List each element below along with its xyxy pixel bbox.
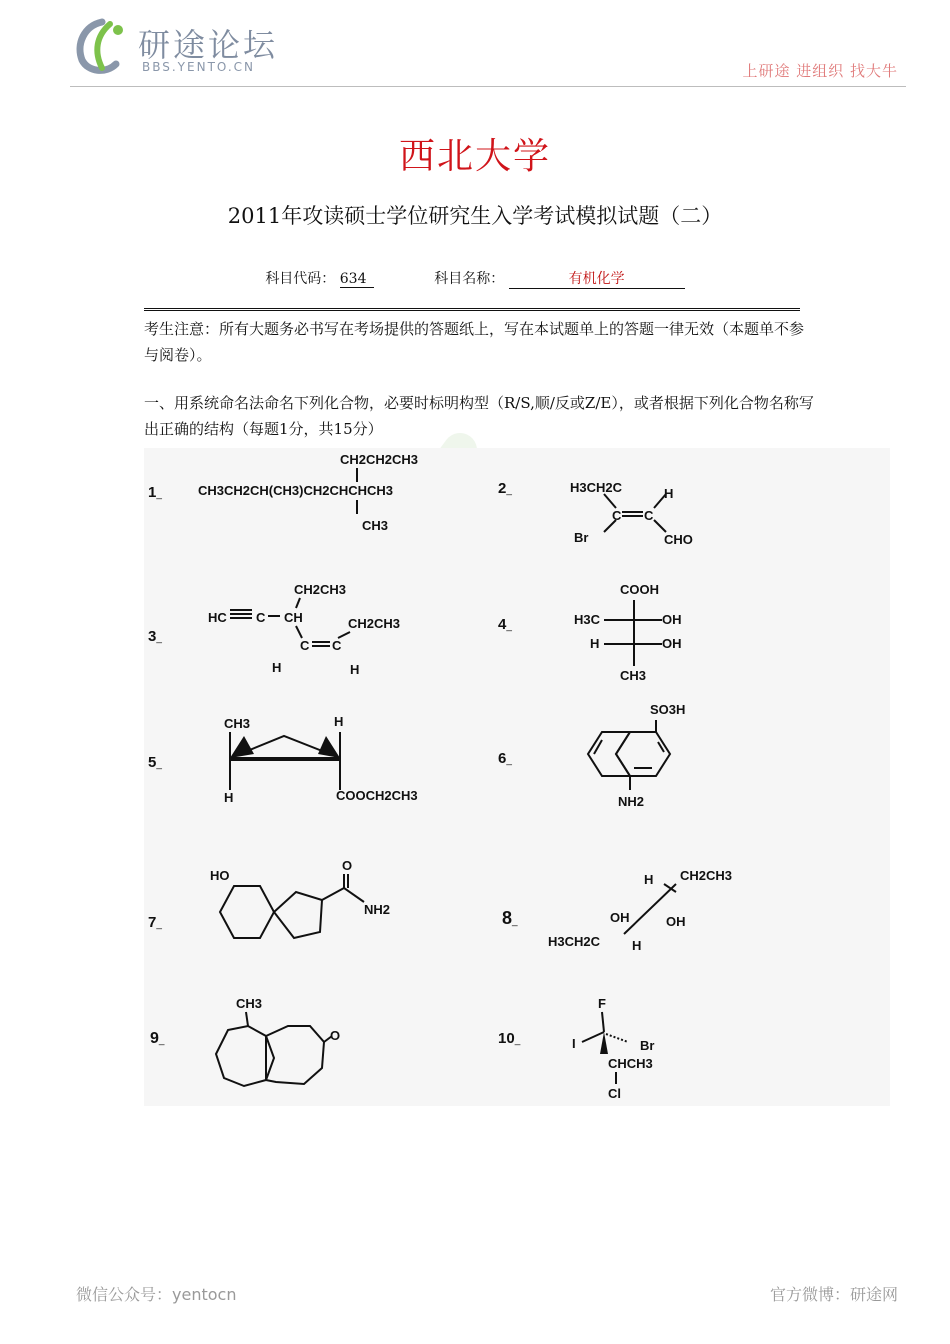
chem-label: COOH <box>620 582 659 597</box>
chem-label: CH3 <box>362 518 389 533</box>
structure-number: 7 _ <box>148 914 162 931</box>
structure-number: 10 _ <box>498 1030 520 1047</box>
structure-number: 3 _ <box>148 628 162 645</box>
chem-label: CH3 <box>236 996 263 1011</box>
chem-label: H <box>632 938 642 953</box>
chem-label: CH2CH2CH3 <box>340 452 419 467</box>
chem-label: C <box>332 638 342 653</box>
structures-panel <box>144 448 890 1106</box>
chem-label: F <box>598 996 606 1011</box>
structure-number: 8 _ <box>502 908 518 929</box>
logo-brand-url: BBS.YENTO.CN <box>142 60 256 74</box>
subject-code-label: 科目代码： <box>265 271 336 287</box>
structure-number: 9 _ <box>150 1030 164 1048</box>
chem-label: C <box>612 508 622 523</box>
chem-label: H <box>272 660 282 675</box>
chem-label: CH2CH3 <box>680 868 733 883</box>
chem-label: NH2 <box>618 794 645 809</box>
chem-label: O <box>342 858 353 873</box>
chem-label: H3CH2C <box>548 934 601 949</box>
header-divider <box>70 86 906 87</box>
subject-meta <box>0 268 950 289</box>
structure-8 <box>544 864 754 964</box>
chem-label: CH2CH3 <box>348 616 401 631</box>
exam-notice: 考生注意：所有大题务必书写在考场提供的答题纸上，写在本试题单上的答题一律无效（本题单不参与阅卷）。 <box>144 320 805 364</box>
chem-label: CH3CH2CH(CH3)CH2CHCHCH3 <box>198 483 394 498</box>
chem-label: CHO <box>664 532 693 547</box>
chem-label: H <box>590 636 600 651</box>
structure-3 <box>204 576 424 676</box>
chem-label: H <box>644 872 654 887</box>
chem-label: H <box>664 486 674 501</box>
subject-code: 634 <box>340 271 374 288</box>
chem-label: Br <box>640 1038 655 1053</box>
chem-label: CH3 <box>224 716 251 731</box>
structure-number: 2 _ <box>498 480 512 497</box>
chem-label: HC <box>208 610 227 625</box>
chem-label: C <box>644 508 654 523</box>
structure-1 <box>194 448 424 543</box>
subject-name-label: 科目名称： <box>434 271 505 287</box>
subject-name: 有机化学 <box>509 268 685 289</box>
chem-label: OH <box>610 910 630 925</box>
chem-label: CH <box>284 610 303 625</box>
site-logo[interactable] <box>72 18 279 80</box>
chem-label: H3C <box>574 612 601 627</box>
structure-number: 4 _ <box>498 616 512 633</box>
structure-9 <box>204 990 424 1100</box>
footer-weibo: 官方微博：研途网 <box>769 1285 898 1304</box>
logo-brand-text: 研途论坛 <box>138 26 279 64</box>
structure-10 <box>564 992 694 1112</box>
chem-label: OH <box>662 612 682 627</box>
chem-label: I <box>572 1036 576 1051</box>
chem-label: H <box>350 662 360 676</box>
chem-label: H <box>334 714 344 729</box>
title-divider <box>144 308 800 311</box>
chem-label: COOCH2CH3 <box>336 788 418 803</box>
chem-label: OH <box>666 914 686 929</box>
structure-2 <box>564 474 724 554</box>
chem-label: Br <box>574 530 589 545</box>
structure-4 <box>564 578 714 688</box>
footer-wechat: 微信公众号：yentocn <box>76 1285 237 1304</box>
chem-label: CH3 <box>620 668 647 683</box>
structure-number: 6 _ <box>498 750 512 767</box>
chem-label: C <box>256 610 266 625</box>
chem-label: HO <box>210 868 230 883</box>
structure-7 <box>204 856 424 966</box>
chem-label: CHCH3 <box>608 1056 653 1071</box>
university-name: 西北大学 <box>398 136 551 177</box>
header-slogan: 上研途 进组织 找大牛 <box>742 62 898 80</box>
structure-number: 5 _ <box>148 754 162 771</box>
chem-label: Cl <box>608 1086 621 1101</box>
chem-label: OH <box>662 636 682 651</box>
chem-label: O <box>330 1028 341 1043</box>
chem-label: C <box>300 638 310 653</box>
chem-label: NH2 <box>364 902 391 917</box>
logo-mark-icon <box>72 18 132 76</box>
chem-label: SO3H <box>650 702 686 717</box>
structure-6 <box>574 698 704 828</box>
chem-label: CH2CH3 <box>294 582 347 597</box>
chem-label: H <box>224 790 234 805</box>
structure-number: 1 _ <box>148 484 162 501</box>
question-1-instruction: 一、用系统命名法命名下列化合物，必要时标明构型（R/S,顺/反或Z/E），或者根据下列化合物名称写出正确的结构（每题1分，共15分） <box>144 394 814 438</box>
exam-title: 2011年攻读硕士学位研究生入学考试模拟试题（二） <box>227 204 723 228</box>
chem-label: H3CH2C <box>570 480 623 495</box>
structure-5 <box>214 710 444 810</box>
